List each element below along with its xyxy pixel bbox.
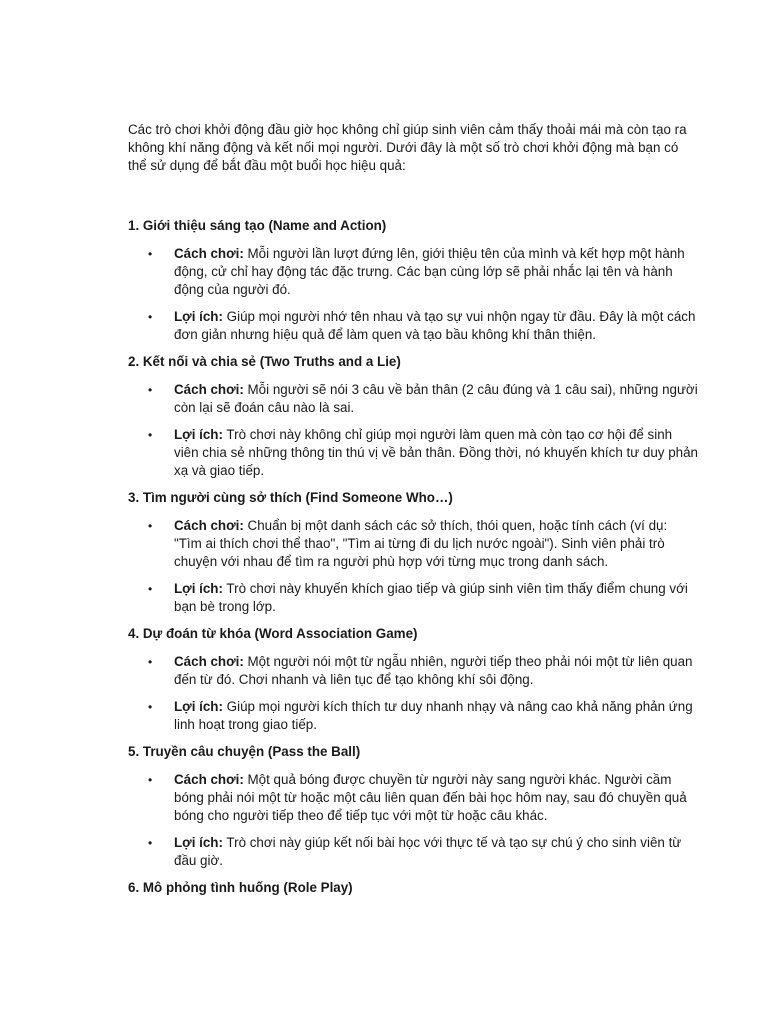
item-label: Lợi ích: xyxy=(174,835,223,850)
item-text: Trò chơi này khuyến khích giao tiếp và giúp sinh viên tìm thấy điểm chung với bạn bè trong lớp. xyxy=(174,581,688,614)
item-text: Giúp mọi người kích thích tư duy nhanh nhạy và nâng cao khả năng phản ứng linh hoạt trong giao tiếp. xyxy=(174,699,693,732)
bullet-icon: • xyxy=(148,773,153,787)
bullet-icon: • xyxy=(148,428,153,442)
bullet-list xyxy=(128,245,698,344)
item-label: Cách chơi: xyxy=(174,246,244,261)
bullet-icon: • xyxy=(148,700,153,714)
list-item xyxy=(128,517,698,571)
section-2 xyxy=(128,353,698,480)
item-label: Lợi ích: xyxy=(174,699,223,714)
bullet-list xyxy=(128,771,698,870)
section-4 xyxy=(128,625,698,734)
document-page xyxy=(128,121,698,907)
section-title: 3. Tìm người cùng sở thích (Find Someone Who…) xyxy=(128,490,453,505)
item-label: Lợi ích: xyxy=(174,427,223,442)
list-item xyxy=(128,580,698,616)
item-label: Cách chơi: xyxy=(174,382,244,397)
bullet-icon: • xyxy=(148,582,153,596)
section-title: 5. Truyền câu chuyện (Pass the Ball) xyxy=(128,744,361,759)
list-item xyxy=(128,653,698,689)
list-item xyxy=(128,245,698,299)
section-title: 4. Dự đoán từ khóa (Word Association Game) xyxy=(128,626,418,641)
item-label: Cách chơi: xyxy=(174,772,244,787)
list-item xyxy=(128,771,698,825)
bullet-icon: • xyxy=(148,383,153,397)
bullet-icon: • xyxy=(148,310,153,324)
item-label: Lợi ích: xyxy=(174,581,223,596)
section-6 xyxy=(128,879,698,897)
item-label: Cách chơi: xyxy=(174,518,244,533)
bullet-list xyxy=(128,653,698,734)
item-text: Một người nói một từ ngẫu nhiên, người tiếp theo phải nói một từ liên quan đến từ đó. Chơi nhanh và liên tục để tạo không khí sôi động. xyxy=(174,654,693,687)
item-text: Mỗi người sẽ nói 3 câu về bản thân (2 câu đúng và 1 câu sai), những người còn lại sẽ đoán câu nào là sai. xyxy=(174,382,698,415)
section-3 xyxy=(128,489,698,616)
list-item xyxy=(128,426,698,480)
item-text: Chuẩn bị một danh sách các sở thích, thói quen, hoặc tính cách (ví dụ: "Tìm ai thích chơi thể thao", "Tìm ai từng đi du lịch nước ngoài"). Sinh viên phải trò chuyện với nhau để tìm ra người phù hợp với từng mục trong danh sách. xyxy=(174,518,668,569)
list-item xyxy=(128,308,698,344)
bullet-icon: • xyxy=(148,247,153,261)
item-text: Trò chơi này không chỉ giúp mọi người làm quen mà còn tạo cơ hội để sinh viên chia sẻ những thông tin thú vị về bản thân. Đồng thời, nó khuyến khích tư duy phản xạ và giao tiếp. xyxy=(174,427,698,478)
item-text: Trò chơi này giúp kết nối bài học với thực tế và tạo sự chú ý cho sinh viên từ đầu giờ. xyxy=(174,835,682,868)
list-item xyxy=(128,381,698,417)
item-text: Mỗi người lần lượt đứng lên, giới thiệu tên của mình và kết hợp một hành động, cử chỉ hay động tác đặc trưng. Các bạn cùng lớp sẽ phải nhắc lại tên và hành động của người đó. xyxy=(174,246,685,297)
list-item xyxy=(128,698,698,734)
item-text: Giúp mọi người nhớ tên nhau và tạo sự vui nhộn ngay từ đầu. Đây là một cách đơn giản nhưng hiệu quả để làm quen và tạo bầu không khí thân thiện. xyxy=(174,309,696,342)
item-label: Lợi ích: xyxy=(174,309,223,324)
bullet-icon: • xyxy=(148,836,153,850)
intro-paragraph: Các trò chơi khởi động đầu giờ học không chỉ giúp sinh viên cảm thấy thoải mái mà còn tạo ra không khí năng động và kết nối mọi người. Dưới đây là một số trò chơi khởi động mà bạn có thể sử dụng để bắt đầu một buổi học hiệu quả: xyxy=(128,122,687,173)
section-5 xyxy=(128,743,698,870)
section-1 xyxy=(128,217,698,344)
section-title: 6. Mô phỏng tình huống (Role Play) xyxy=(128,880,353,895)
item-text: Một quả bóng được chuyền từ người này sang người khác. Người cầm bóng phải nói một từ hoặc một câu liên quan đến bài học hôm nay, sau đó chuyền quả bóng cho người tiếp theo để tiếp tục với một từ hoặc câu khác. xyxy=(174,772,687,823)
bullet-icon: • xyxy=(148,655,153,669)
list-item xyxy=(128,834,698,870)
section-title: 2. Kết nối và chia sẻ (Two Truths and a Lie) xyxy=(128,354,401,369)
section-title: 1. Giới thiệu sáng tạo (Name and Action) xyxy=(128,218,387,233)
bullet-icon: • xyxy=(148,519,153,533)
bullet-list xyxy=(128,381,698,480)
item-label: Cách chơi: xyxy=(174,654,244,669)
bullet-list xyxy=(128,517,698,616)
